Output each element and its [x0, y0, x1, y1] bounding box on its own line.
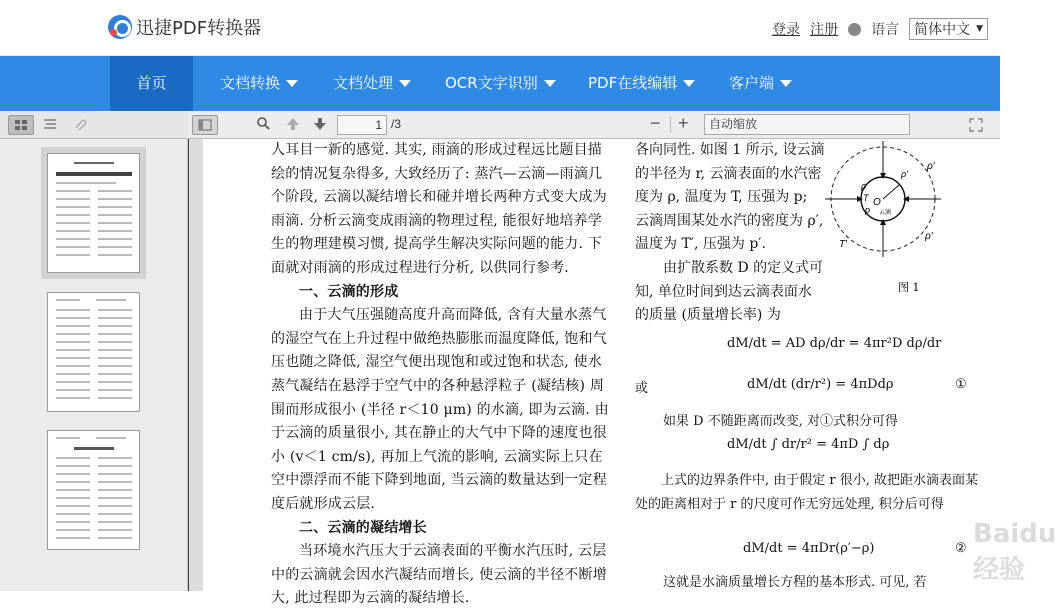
- figure-label: ρ: [861, 181, 867, 191]
- section-heading: 二、云滴的凝结增长: [299, 519, 427, 536]
- cloud-droplet-figure: [825, 139, 945, 289]
- main-nav: [0, 56, 1000, 111]
- caret-down-icon: [683, 80, 695, 87]
- sidebar-icon: [193, 116, 217, 134]
- caret-down-icon: [544, 80, 556, 87]
- language-select[interactable]: [909, 18, 988, 40]
- nav-doc-convert-label: 文档转换: [220, 74, 281, 92]
- arrow-down-icon[interactable]: [312, 116, 328, 132]
- equation: dM/dt = AD dρ/dr = 4πr²D dρ/dr: [727, 336, 942, 351]
- nav-ocr-label: OCR文字识别: [445, 74, 538, 92]
- nav-home-label: 首页: [136, 74, 167, 92]
- figure-label: 云滴: [879, 210, 892, 216]
- equation-number: ①: [955, 377, 967, 392]
- nav-client-label: 客户端: [729, 74, 775, 92]
- viewer-toolbar: [188, 111, 1000, 139]
- language-label: 语言: [871, 22, 900, 38]
- paragraph: 当环境水汽压大于云滴表面的平衡水汽压时, 云层中的云滴就会因水汽凝结而增长, 使云滴的半径不断增大, 此过程即为云滴的凝结增长.: [271, 543, 607, 607]
- fullscreen-icon[interactable]: [968, 117, 984, 133]
- figure-label: O: [873, 197, 881, 208]
- nav-client[interactable]: [729, 56, 792, 111]
- zoom-value: 自动缩放: [709, 117, 758, 131]
- search-icon[interactable]: [256, 116, 272, 132]
- paragraph: 由扩散系数 D 的定义式可知, 单位时间到达云滴表面水的质量 (质量增长率) 为: [635, 259, 824, 324]
- arrow-up-icon[interactable]: [285, 116, 301, 132]
- figure-label: T′: [839, 239, 847, 250]
- nav-doc-process[interactable]: [333, 56, 411, 111]
- page-number-input[interactable]: 1: [337, 115, 387, 135]
- page-thumbnail-2[interactable]: [47, 292, 140, 412]
- nav-pdf-edit[interactable]: [588, 56, 695, 111]
- paperclip-icon: [68, 115, 92, 133]
- zoom-out-button[interactable]: −: [650, 113, 661, 133]
- figure-caption: 图 1: [898, 281, 920, 294]
- attachments-view-button[interactable]: [68, 115, 94, 135]
- caret-down-icon: [780, 80, 792, 87]
- list-icon: [38, 115, 62, 133]
- caret-down-icon: [399, 80, 411, 87]
- page-total: /3: [391, 117, 402, 131]
- equation: dM/dt ∫ dr/r² = 4πD ∫ dρ: [727, 437, 890, 452]
- thumbnail-view-button[interactable]: [8, 115, 34, 135]
- logo-icon: [108, 15, 132, 39]
- toolbar-divider: [670, 117, 671, 133]
- pdf-viewer: [0, 111, 1056, 607]
- equation-number: ②: [955, 541, 967, 556]
- document-area: [189, 139, 1056, 607]
- nav-home[interactable]: [110, 56, 193, 111]
- nav-doc-process-label: 文档处理: [333, 74, 394, 92]
- app-logo[interactable]: [108, 14, 261, 40]
- zoom-in-button[interactable]: +: [678, 113, 689, 133]
- caret-down-icon: [286, 80, 298, 87]
- watermark: Baidu 经验: [973, 519, 1056, 585]
- section-heading: 一、云滴的形成: [299, 283, 399, 300]
- sidebar-toolbar: [0, 111, 188, 139]
- figure-label: ρ′: [901, 169, 908, 179]
- outline-view-button[interactable]: [38, 115, 64, 135]
- pdf-page: [203, 139, 1056, 607]
- header-actions: [772, 18, 988, 40]
- paragraph: 人耳目一新的感觉. 其实, 雨滴的形成过程远比题目描绘的情况复杂得多, 大致经历了: 蒸汽—云滴—雨滴几个阶段, 云滴以凝结增长和碰并增长两种方式变大成为雨滴. 分析云滴变成雨滴的物理过程, 能很好地培养学生的物理建模习惯, 提高学生解决实际问题的能力. 下面就对雨滴的形成过程进行分析, 以供同行参考.: [271, 142, 607, 276]
- chevron-down-icon: ▼: [976, 24, 983, 34]
- equation: dM/dt (dr/r²) = 4πDdρ: [747, 377, 894, 392]
- figure-label: p: [865, 205, 871, 215]
- paragraph: 上式的边界条件中, 由于假定 r 很小, 故把距水滴表面某处的距离相对于 r 的尺度可作无穷远处理, 积分后可得: [635, 473, 979, 512]
- page-thumbnail-1[interactable]: [47, 153, 140, 273]
- paragraph: 这就是水滴质量增长方程的基本形式. 可见, 若: [663, 575, 927, 590]
- text-column-left: [271, 139, 611, 611]
- nav-ocr[interactable]: [445, 56, 556, 111]
- nav-doc-convert[interactable]: [220, 56, 298, 111]
- toggle-sidebar-button[interactable]: [192, 115, 218, 135]
- top-bar: [0, 0, 1000, 56]
- figure-label: T: [863, 193, 869, 203]
- login-link[interactable]: 登录: [772, 22, 801, 38]
- app-name: 迅捷PDF转换器: [136, 18, 262, 39]
- equation: dM/dt = 4πDr(ρ′−ρ): [743, 541, 875, 556]
- language-value: 简体中文: [914, 22, 971, 38]
- paragraph: 各向同性. 如图 1 所示, 设云滴的半径为 r, 云滴表面的水汽密度为 ρ, 温度为 T, 压强为 p; 云滴周围某处水汽的密度为 ρ′, 温度为 T′, 压强为 p′.: [635, 142, 825, 253]
- paragraph: 由于大气压强随高度升高而降低, 含有大量水蒸气的湿空气在上升过程中做绝热膨胀而温度降低, 饱和气压也随之降低, 湿空气便出现饱和或过饱和状态, 使水蒸气凝结在悬浮于空气中的各种悬浮粒子 (凝结核) 周围而形成很小 (半径 r＜10 μm) 的水滴, 即为云滴. 由于云滴的质量很小, 其在静止的大气中下降的速度也很小 (v＜1 cm/s), 再加上气流的影响, 云滴实际上只在空中漂浮而不能下降到地面, 当云滴的数量达到一定程度后就形成云层.: [271, 307, 609, 512]
- nav-pdf-edit-label: PDF在线编辑: [588, 74, 678, 92]
- register-link[interactable]: 注册: [810, 22, 839, 38]
- equation-prefix: 或: [635, 381, 649, 396]
- paragraph: 如果 D 不随距离而改变, 对①式积分可得: [663, 414, 898, 429]
- page-thumbnail-3[interactable]: [47, 430, 140, 550]
- zoom-select[interactable]: [704, 114, 910, 135]
- grid-icon: [9, 116, 33, 134]
- globe-icon: [848, 23, 861, 36]
- thumbnail-sidebar: [0, 139, 188, 591]
- figure-label: ρ′: [925, 231, 933, 242]
- figure-label: ρ′: [927, 161, 935, 172]
